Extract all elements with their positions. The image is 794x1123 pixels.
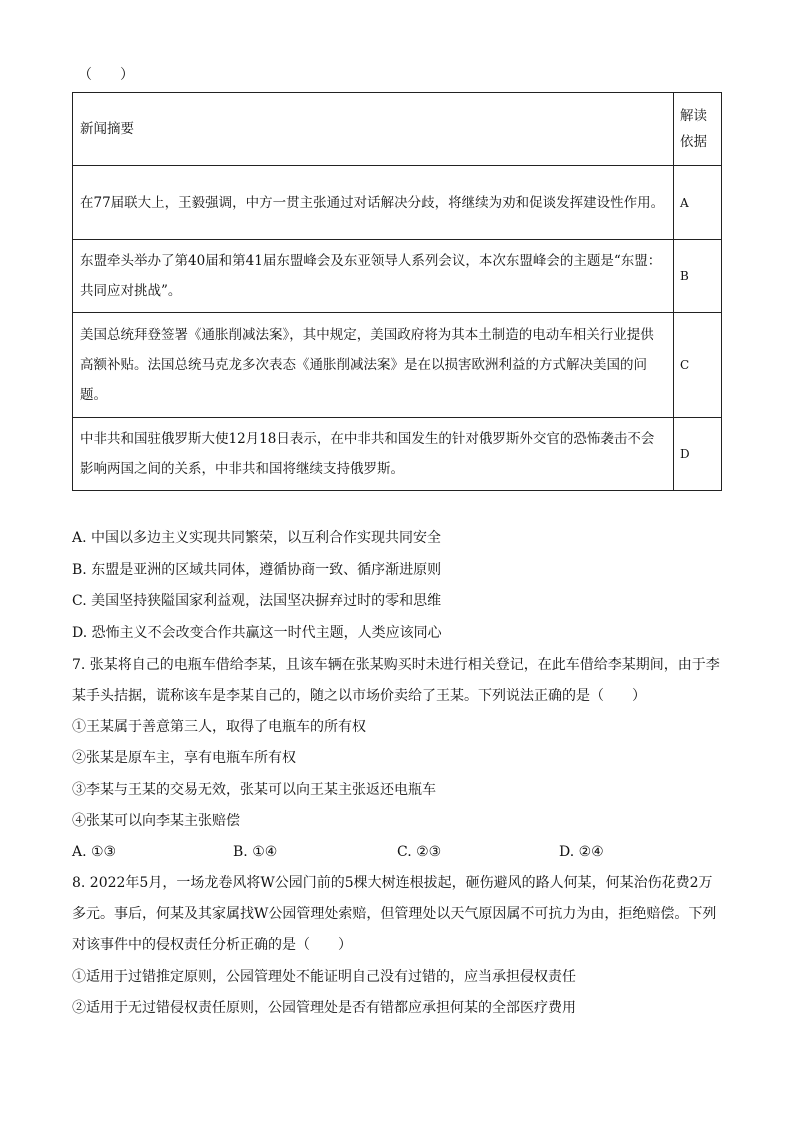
q8-statement-1: ①适用于过错推定原则，公园管理处不能证明自己没有过错的，应当承担侵权责任 [72,969,576,985]
row-basis: C [674,313,722,418]
row-summary: 东盟牵头举办了第40届和第41届东盟峰会及东亚领导人系列会议，本次东盟峰会的主题是“东盟：共同应对挑战”。 [73,240,674,313]
table-row [73,418,722,491]
q6-option-b[interactable]: B. 东盟是亚洲的区域共同体，遵循协商一致、循序渐进原则 [72,562,442,578]
q6-option-c[interactable]: C. 美国坚持狭隘国家利益观，法国坚决摒弃过时的零和思维 [72,593,442,609]
q6-option-d[interactable]: D. 恐怖主义不会改变合作共赢这一时代主题，人类应该同心 [72,625,442,641]
q7-statement-2: ②张某是原车主，享有电瓶车所有权 [72,750,296,766]
q8-stem-line: 对该事件中的侵权责任分析正确的是（ ） [72,937,352,953]
q7-statement-3: ③李某与王某的交易无效，张某可以向王某主张返还电瓶车 [72,782,436,798]
answer-paren: （ ） [78,67,134,83]
row-basis: A [674,166,722,240]
row-summary: 中非共和国驻俄罗斯大使12月18日表示，在中非共和国发生的针对俄罗斯外交官的恐怖袭击不会影响两国之间的关系，中非共和国将继续支持俄罗斯。 [73,418,674,491]
q7-stem-line: 某手头拮据，谎称该车是李某自己的，随之以市场价卖给了王某。下列说法正确的是（ ） [72,688,646,704]
row-basis: B [674,240,722,313]
q8-stem-line: 多元。事后，何某及其家属找W公园管理处索赔，但管理处以天气原因属不可抗力为由，拒绝赔偿。下列 [72,906,717,922]
header-basis-text: 解读 依据 [680,108,707,150]
row-summary: 美国总统拜登签署《通胀削减法案》，其中规定，美国政府将为其本土制造的电动车相关行业提供高额补贴。法国总统马克龙多次表态《通胀削减法案》是在以损害欧洲利益的方式解决美国的问题。 [73,313,674,418]
q7-option-c[interactable]: C. ②③ [397,844,442,860]
q7-statement-1: ①王某属于善意第三人，取得了电瓶车的所有权 [72,719,366,735]
q8-stem-line: 8. 2022年5月，一场龙卷风将W公园门前的5棵大树连根拔起，砸伤避风的路人何某，何某治伤花费2万 [72,875,713,891]
row-summary: 在77届联大上，王毅强调，中方一贯主张通过对话解决分歧，将继续为劝和促谈发挥建设性作用。 [73,166,674,240]
q6-option-a[interactable]: A. 中国以多边主义实现共同繁荣，以互利合作实现共同安全 [72,530,442,546]
q7-option-a[interactable]: A. ①③ [72,844,117,860]
q7-stem-line: 7. 张某将自己的电瓶车借给李某，且该车辆在张某购买时未进行相关登记，在此车借给李某期间，由于李 [72,657,720,673]
q7-option-d[interactable]: D. ②④ [559,844,604,860]
table-header-row [73,93,722,166]
header-basis [674,93,722,166]
q8-statement-2: ②适用于无过错侵权责任原则，公园管理处是否有错都应承担何某的全部医疗费用 [72,1000,576,1016]
table-row [73,313,722,418]
header-summary: 新闻摘要 [73,93,674,166]
row-basis: D [674,418,722,491]
table-row [73,166,722,240]
q7-option-b[interactable]: B. ①④ [233,844,278,860]
news-table [72,92,722,491]
table-row [73,240,722,313]
q7-statement-4: ④张某可以向李某主张赔偿 [72,813,240,829]
